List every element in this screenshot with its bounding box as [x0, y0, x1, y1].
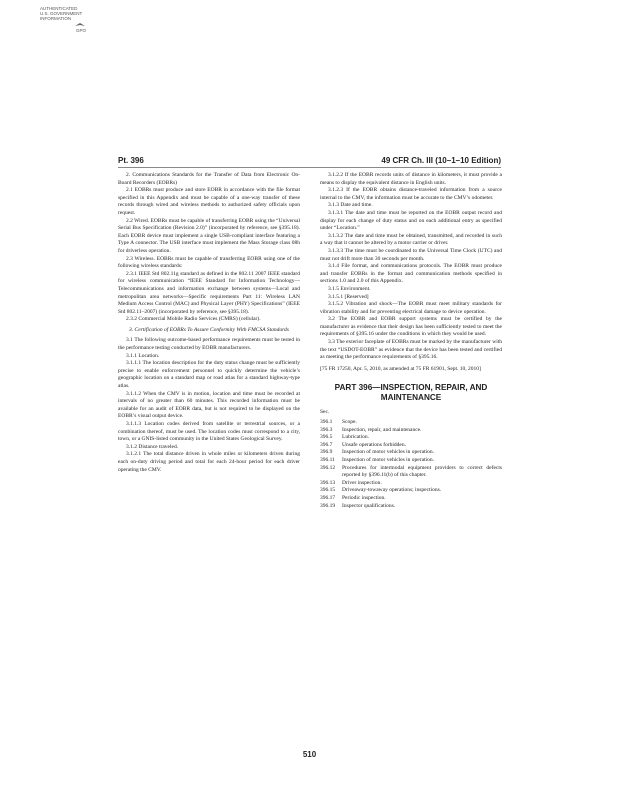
part-heading: PART 396—INSPECTION, REPAIR, AND MAINTENANCE — [334, 383, 488, 403]
toc-section-number: 396.3 — [320, 426, 333, 433]
right-column-paragraph: 3.1.3.3 The time must be coordinated to the Universal Time Clock (UTC) and must not drift more than 30 seconds per month. — [320, 247, 502, 262]
toc-section-number: 396.11 — [320, 457, 335, 463]
left-column-paragraph: 3.1.1.2 When the CMV is in motion, location and time must be recorded at intervals of no greater than 60 minutes. This recorded information must be available for an audit of EOBR data, but is not required to be displayed on the EOBR’s visual output device. — [118, 390, 300, 420]
toc-entry — [320, 495, 502, 503]
toc-section-title: Lubrication. — [342, 434, 370, 441]
toc-section-number: 396.1 — [320, 419, 333, 426]
toc-entry — [320, 434, 502, 442]
toc-section-number: 396.13 — [320, 479, 336, 486]
section-label: Sec. — [320, 409, 330, 416]
left-column-paragraph: 2.2 Wired. EOBRs must be capable of transferring EOBR using the “Universal Serial Bus Specification (Revision 2.0)” (incorporated by reference, see §395.18). Each EOBR device must implement a single USB-compliant interface featuring a Type A connector. The USB interface must implement the Mass Storage class 08h for driverless operation. — [118, 217, 300, 254]
header-part-label: Pt. 396 — [118, 156, 144, 165]
toc-section-title: Driver inspection. — [342, 479, 382, 486]
toc-entry — [320, 457, 502, 465]
stamp-line-2: U.S. GOVERNMENT — [40, 11, 83, 16]
left-column-paragraph: 2.3.2 Commercial Mobile Radio Services (CMRS) (cellular). — [126, 316, 261, 323]
right-column-paragraph: 3.1.4 File format, and communications protocols. The EOBR must produce and transfer EOBRs in the format and communication methods specified in sections 1.0 and 2.0 of this Appendix. — [320, 263, 502, 285]
toc-section-title: Unsafe operations forbidden. — [342, 441, 406, 448]
toc-entry — [320, 465, 502, 480]
right-column-paragraph: 3.1.3 Date and time. — [328, 202, 373, 209]
toc-section-title: Inspection, repair, and maintenance. — [342, 426, 422, 433]
left-column-paragraph: 3.1 The following outcome-based performance requirements must be tested in the performance testing conducted by EOBR manufacturers. — [118, 337, 300, 352]
toc-section-title: Procedures for intermodal equipment providers to correct defects reported by §396.11(b) of this chapter. — [342, 464, 502, 479]
gpo-authentication-stamp — [40, 6, 96, 33]
toc-entry — [320, 487, 502, 495]
right-column-paragraph: 3.1.5.2 Vibration and shock—The EOBR must meet military standards for vibration stability and for preventing electrical damage to device operation. — [320, 301, 502, 315]
toc-section-number: 396.7 — [320, 441, 333, 448]
toc-entry — [320, 503, 502, 511]
toc-section-title: Inspection of motor vehicles in operation. — [342, 457, 434, 463]
left-column-paragraph: 3.1.2.1 The total distance driven in whole miles or kilometers driven during each on-duty driving period and total for each 24-hour period for each driver operating the CMV. — [118, 451, 300, 473]
left-column-paragraph: 3.1.2 Distance traveled. — [126, 443, 179, 450]
stamp-line-4: GPO — [76, 28, 87, 33]
stamp-line-1: AUTHENTICATED — [40, 6, 78, 11]
right-column-paragraph: 3.1.5 Environment. — [328, 285, 371, 292]
right-column-paragraph: 3.3 The exterior faceplate of EOBRs must be marked by the manufacturer with the text “USDOT-EOBR” as evidence that the device has been tested and certified as meeting the performance requirements of §395.16. — [320, 339, 502, 361]
toc-section-title: Periodic inspection. — [342, 494, 386, 501]
toc-section-number: 396.15 — [320, 487, 336, 494]
left-column-paragraph: 3.1.1 Location. — [126, 352, 160, 359]
left-column-paragraph: 3.1.1.1 The location description for the duty status change must be sufficiently precise to enable enforcement personnel to quickly determine the vehicle’s geographic location on a standard map or road atlas for a standard highway-type atlas. — [118, 360, 300, 390]
toc-section-title: Scope. — [342, 419, 357, 426]
left-column — [118, 172, 300, 474]
right-column-paragraphs — [320, 172, 502, 373]
right-column-paragraph: 3.2 The EOBR and EOBR support systems must be certified by the manufacturer as evidence that their design has been sufficiently tested to meet the requirements of §395.16 under the conditions in which they would be used. — [320, 316, 502, 338]
toc-entry — [320, 427, 502, 435]
toc-section-number: 396.17 — [320, 494, 336, 501]
header-title: 49 CFR Ch. III (10–1–10 Edition) — [381, 156, 501, 165]
toc-section-title: Driveaway-towaway operations; inspections. — [342, 487, 442, 494]
right-column-paragraph: 3.1.2.3 If the EOBR obtains distance-traveled information from a source internal to the CMV, the information must be accurate to the CMV’s odometer. — [320, 187, 502, 201]
right-column-paragraph: 3.1.3.2 The date and time must be obtained, transmitted, and recorded in such a way that it cannot be altered by a motor carrier or driver. — [320, 232, 502, 247]
toc-entry — [320, 419, 502, 427]
left-column-paragraph: 2.1 EOBRs must produce and store EOBR in accordance with the file format specified in this Appendix and must be capable of a one-way transfer of these records through wired and wireless methods to authorized safety officials upon request. — [118, 187, 300, 216]
right-column-paragraph: 3.1.5.1 [Reserved] — [328, 293, 369, 300]
running-header — [118, 156, 501, 168]
right-column — [320, 172, 502, 510]
toc-section-number: 396.5 — [320, 434, 333, 441]
toc-section-number: 396.9 — [320, 449, 333, 456]
page-number: 510 — [302, 750, 317, 759]
toc-entry — [320, 480, 502, 488]
toc-section-title: Inspector qualifications. — [342, 502, 396, 509]
stamp-line-3: INFORMATION — [40, 16, 72, 21]
toc-entry — [320, 449, 502, 457]
right-column-paragraph: 3.1.2.2 If the EOBR records units of distance in kilometers, it must provide a means to display the equivalent distance in English units. — [320, 172, 502, 186]
left-column-paragraph: 3. Certification of EOBRs To Assure Conformity With FMCSA Standards — [129, 326, 289, 333]
section-table-of-contents — [320, 419, 502, 510]
toc-section-number: 396.19 — [320, 502, 336, 509]
left-column-paragraph: 2. Communications Standards for the Transfer of Data from Electronic On-Board Recorders (EOBRs) — [118, 172, 300, 186]
right-column-paragraph: 3.1.3.1 The date and time must be reported on the EOBR output record and display for each change of duty status and on each additional entry as specified under “Location.” — [320, 209, 502, 232]
left-column-paragraph: 2.3.1 IEEE Std 802.11g standard as defined in the 802.11 2007 IEEE standard for wireless communication “IEEE Standard for Information Technology—Telecommunications and information exchange between systems—Local and metropolitan area networks—Specific requirements Part 11: Wireless LAN Medium Access Control (MAC) and Physical Layer (PHY) Specifications” (IEEE Std 802.11–2007) (incorporated by reference, see §395.18). — [118, 270, 300, 315]
toc-section-number: 396.12 — [320, 464, 336, 471]
left-column-paragraph: 3.1.1.3 Location codes derived from satellite or terrestrial sources, or a combination thereof, must be used. The location codes must correspond to a city, town, or a GNIS-listed community in the United States Geological Survey. — [118, 421, 300, 443]
left-column-paragraph: 2.3 Wireless. EOBRs must be capable of transferring EOBR using one of the following wireless standards: — [118, 255, 300, 270]
right-column-paragraph: [75 FR 17250, Apr. 5, 2010, as amended at 75 FR 61901, Sept. 10, 2010] — [320, 365, 481, 372]
toc-section-title: Inspection of motor vehicles in operation. — [342, 449, 434, 456]
